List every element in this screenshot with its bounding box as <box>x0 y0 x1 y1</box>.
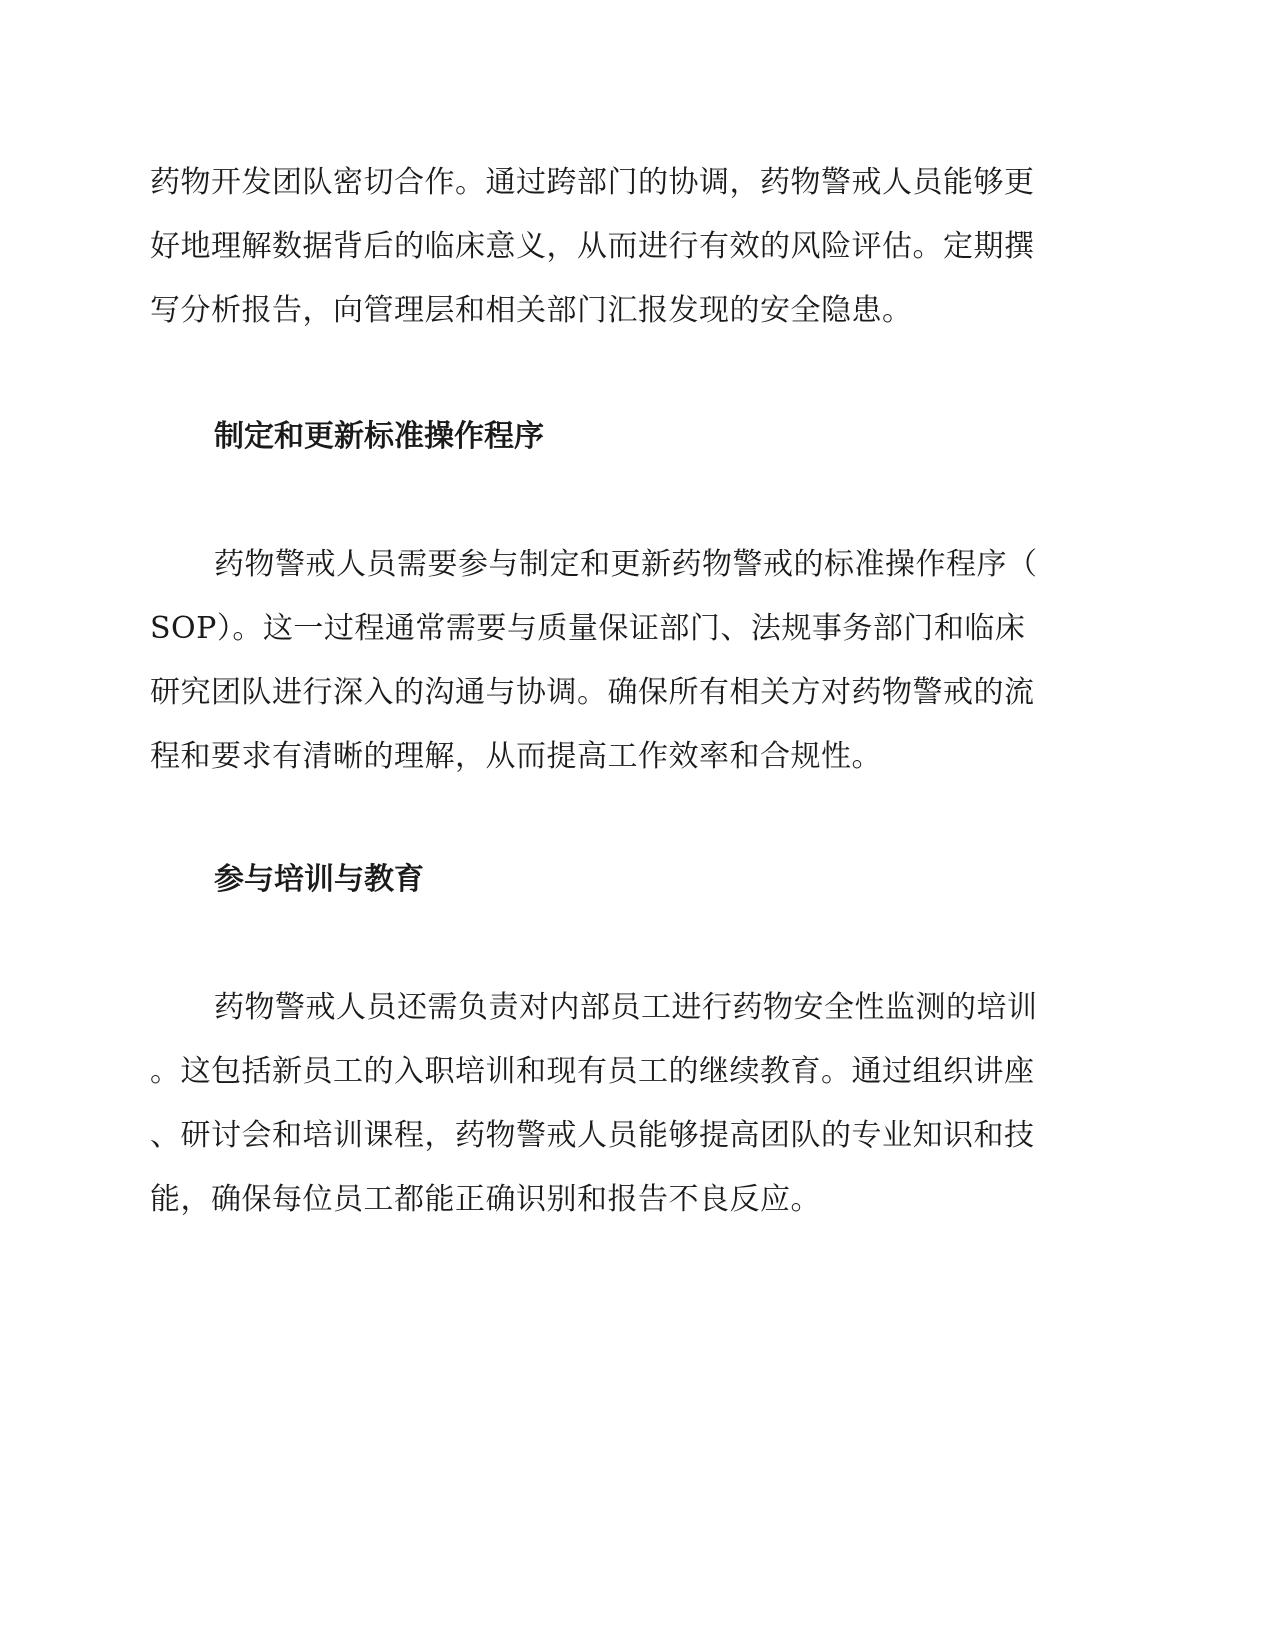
paragraph-line: 。这包括新员工的入职培训和现有员工的继续教育。通过组织讲座 <box>150 1054 1035 1089</box>
paragraph-line: SOP）。这一过程通常需要与质量保证部门、法规事务部门和临床 <box>150 611 1026 646</box>
paragraph-line: 药物警戒人员还需负责对内部员工进行药物安全性监测的培训 <box>214 990 1038 1025</box>
paragraph-line: 程和要求有清晰的理解，从而提高工作效率和合规性。 <box>150 739 882 774</box>
paragraph-line: 药物警戒人员需要参与制定和更新药物警戒的标准操作程序（ <box>214 547 1038 582</box>
paragraph-line: 药物开发团队密切合作。通过跨部门的协调，药物警戒人员能够更 <box>150 165 1035 200</box>
paragraph-line: 好地理解数据背后的临床意义，从而进行有效的风险评估。定期撰 <box>150 229 1035 264</box>
paragraph-line: 研究团队进行深入的沟通与协调。确保所有相关方对药物警戒的流 <box>150 675 1035 710</box>
section-heading-sop: 制定和更新标准操作程序 <box>214 419 544 454</box>
paragraph-line: 能，确保每位员工都能正确识别和报告不良反应。 <box>150 1182 821 1217</box>
paragraph-line: 写分析报告，向管理层和相关部门汇报发现的安全隐患。 <box>150 293 913 328</box>
section-heading-training: 参与培训与教育 <box>214 862 424 897</box>
paragraph-line: 、研讨会和培训课程，药物警戒人员能够提高团队的专业知识和技 <box>150 1118 1035 1153</box>
